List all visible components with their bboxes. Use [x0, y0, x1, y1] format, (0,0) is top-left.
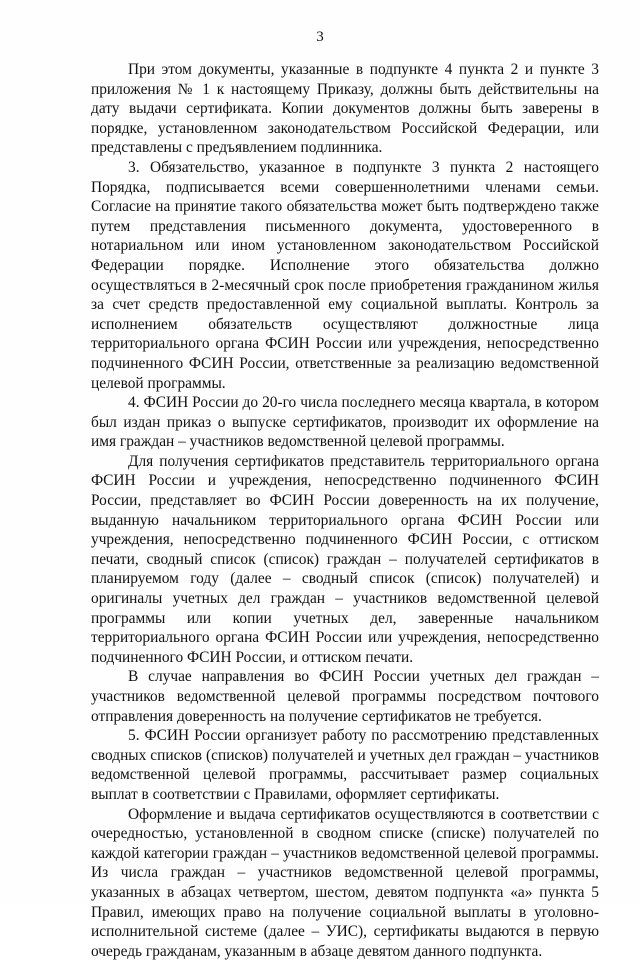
paragraph-item-4-issuance: 4. ФСИН России до 20-го числа последнего месяца квартала, в котором был издан приказ о выпуске сертификатов, производит их оформление на имя граждан – участников ведомственной целевой программы.: [91, 394, 599, 451]
paragraph-issuance-order: Оформление и выдача сертификатов осуществляются в соответствии с очередностью, установленной в сводном списке (списке) получателей по каждой категории граждан – участников ведомственной целевой программы. Из числа граждан – участников ведомственной целевой программы, указанных в абзацах четвертом, шестом, девятом подпункта «а» пункта 5 Правил, имеющих право на получение социальной выплаты в уголовно-исполнительной системе (далее – УИС), сертификаты выдаются в первую очередь гражданам, указанным в абзаце девятом данного подпункта.: [91, 805, 599, 960]
page-number: 3: [316, 29, 324, 45]
paragraph-certificate-receipt: Для получения сертификатов представитель территориального органа ФСИН России и учреждения, непосредственно подчиненного ФСИН России, представляет во ФСИН России доверенность на их получение, выданную начальником территориального органа ФСИН России или учреждения, непосредственно подчиненного ФСИН России, с оттиском печати, сводный список (список) граждан – получателей сертификатов в планируемом году (далее – сводный список (список) получателей) и оригиналы учетных дел граждан – участников ведомственной целевой программы или копии учетных дел, заверенные начальником территориального органа ФСИН России или учреждения, непосредственно подчиненного ФСИН России, и оттиском печати.: [91, 452, 599, 666]
paragraph-item-3-obligation: 3. Обязательство, указанное в подпункте 3 пункта 2 настоящего Порядка, подписывается всеми совершеннолетними членами семьи. Согласие на принятие такого обязательства может быть подтверждено также путем представления письменного документа, удостоверенного в нотариальном или ином установленном законодательством Российской Федерации порядке. Исполнение этого обязательства должно осуществляться в 2-месячный срок после приобретения гражданином жилья за счет средств предоставленной ему социальной выплаты. Контроль за исполнением обязательств осуществляют должностные лица территориального органа ФСИН России или учреждения, непосредственно подчиненного ФСИН России, ответственные за реализацию ведомственной целевой программы.: [91, 158, 599, 392]
paragraph-item-5-review: 5. ФСИН России организует работу по рассмотрению представленных сводных списков (списков) получателей и учетных дел граждан – участников ведомственной целевой программы, рассчитывает размер социальных выплат в соответствии с Правилами, оформляет сертификаты.: [91, 727, 599, 803]
document-body: [91, 60, 599, 961]
paragraph-postal-delivery: В случае направления во ФСИН России учетных дел граждан – участников ведомственной целевой программы посредством почтового отправления доверенность на получение сертификатов не требуется.: [91, 668, 599, 725]
paragraph-documents-validity: При этом документы, указанные в подпункте 4 пункта 2 и пункте 3 приложения № 1 к настоящему Приказу, должны быть действительны на дату выдачи сертификата. Копии документов должны быть заверены в порядке, установленном законодательством Российской Федерации, или представлены с предъявлением подлинника.: [91, 61, 599, 157]
